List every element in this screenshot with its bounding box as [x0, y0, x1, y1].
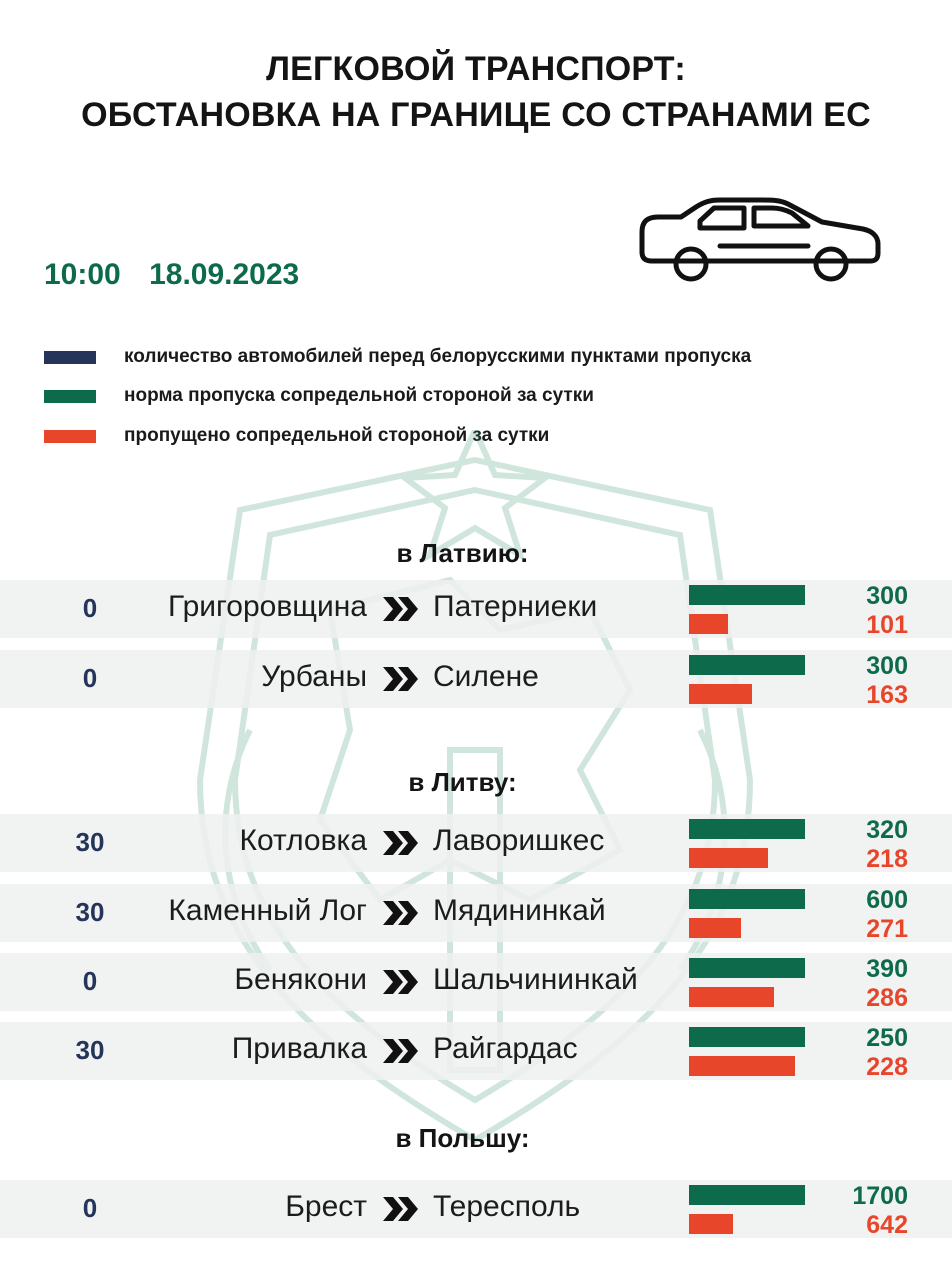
checkpoint-to: Патерниеки: [433, 590, 598, 623]
passed-value: 286: [866, 984, 908, 1012]
date-label: 18.09.2023: [149, 258, 300, 291]
car-icon: [630, 192, 886, 297]
checkpoint-from: Привалка: [231, 1032, 367, 1065]
passed-bar: [689, 684, 752, 704]
norm-value: 300: [866, 652, 908, 680]
datetime: [44, 258, 319, 292]
passed-bar: [689, 918, 741, 938]
double-chevron-right-icon: [381, 1194, 421, 1229]
norm-value: 320: [866, 816, 908, 844]
checkpoint-from: Бенякони: [234, 963, 367, 996]
legend-label: количество автомобилей перед белорусскими пунктами пропуска: [124, 346, 752, 367]
norm-bar: [689, 958, 805, 978]
norm-bar: [689, 1185, 805, 1205]
legend-swatch: [44, 430, 96, 443]
legend-label: норма пропуска сопредельной стороной за сутки: [124, 385, 594, 406]
double-chevron-right-icon: [381, 967, 421, 1002]
checkpoint-to: Мядининкай: [433, 894, 606, 927]
norm-value: 600: [866, 886, 908, 914]
checkpoint-from: Григоровщина: [168, 590, 367, 623]
norm-value: 250: [866, 1024, 908, 1052]
double-chevron-right-icon: [381, 1036, 421, 1071]
checkpoint-from: Котловка: [239, 824, 367, 857]
double-chevron-right-icon: [381, 664, 421, 699]
passed-value: 163: [866, 681, 908, 709]
queue-count: 0: [82, 1193, 98, 1223]
norm-value: 390: [866, 955, 908, 983]
queue-count: 0: [82, 593, 98, 623]
norm-bar: [689, 655, 805, 675]
legend-swatch: [44, 351, 96, 364]
time-label: 10:00: [44, 258, 121, 291]
norm-bar: [689, 819, 805, 839]
checkpoint-to: Лаворишкес: [433, 824, 605, 857]
passed-bar: [689, 614, 728, 634]
legend-swatch: [44, 390, 96, 403]
checkpoint-from: Урбаны: [261, 660, 367, 693]
checkpoint-to: Тересполь: [433, 1190, 581, 1223]
legend-item: [44, 381, 594, 411]
passed-bar: [689, 848, 768, 868]
checkpoint-from: Брест: [285, 1190, 367, 1223]
queue-count: 30: [75, 897, 105, 927]
checkpoint-from: Каменный Лог: [168, 894, 367, 927]
double-chevron-right-icon: [381, 594, 421, 629]
section-title: в Латвию:: [396, 538, 529, 568]
norm-value: 300: [866, 582, 908, 610]
norm-bar: [689, 585, 805, 605]
queue-count: 30: [75, 1035, 105, 1065]
passed-value: 101: [866, 611, 908, 639]
passed-value: 228: [866, 1053, 908, 1081]
passed-value: 271: [866, 915, 908, 943]
title-line-1: ЛЕГКОВОЙ ТРАНСПОРТ:: [266, 50, 686, 88]
title-line-2: ОБСТАНОВКА НА ГРАНИЦЕ СО СТРАНАМИ ЕС: [81, 96, 871, 134]
queue-count: 30: [75, 827, 105, 857]
checkpoint-to: Шальчининкай: [433, 963, 638, 996]
double-chevron-right-icon: [381, 828, 421, 863]
norm-bar: [689, 889, 805, 909]
passed-bar: [689, 1056, 795, 1076]
norm-bar: [689, 1027, 805, 1047]
passed-bar: [689, 1214, 733, 1234]
passed-value: 218: [866, 845, 908, 873]
passed-value: 642: [866, 1211, 908, 1239]
section-title: в Польшу:: [395, 1123, 530, 1153]
checkpoint-to: Силене: [433, 660, 539, 693]
queue-count: 0: [82, 663, 98, 693]
norm-value: 1700: [852, 1182, 908, 1210]
section-title: в Литву:: [408, 767, 517, 797]
checkpoint-to: Райгардас: [433, 1032, 578, 1065]
double-chevron-right-icon: [381, 898, 421, 933]
passed-bar: [689, 987, 774, 1007]
queue-count: 0: [82, 966, 98, 996]
legend-label: пропущено сопредельной стороной за сутки: [124, 425, 550, 446]
legend-item: [44, 342, 751, 372]
